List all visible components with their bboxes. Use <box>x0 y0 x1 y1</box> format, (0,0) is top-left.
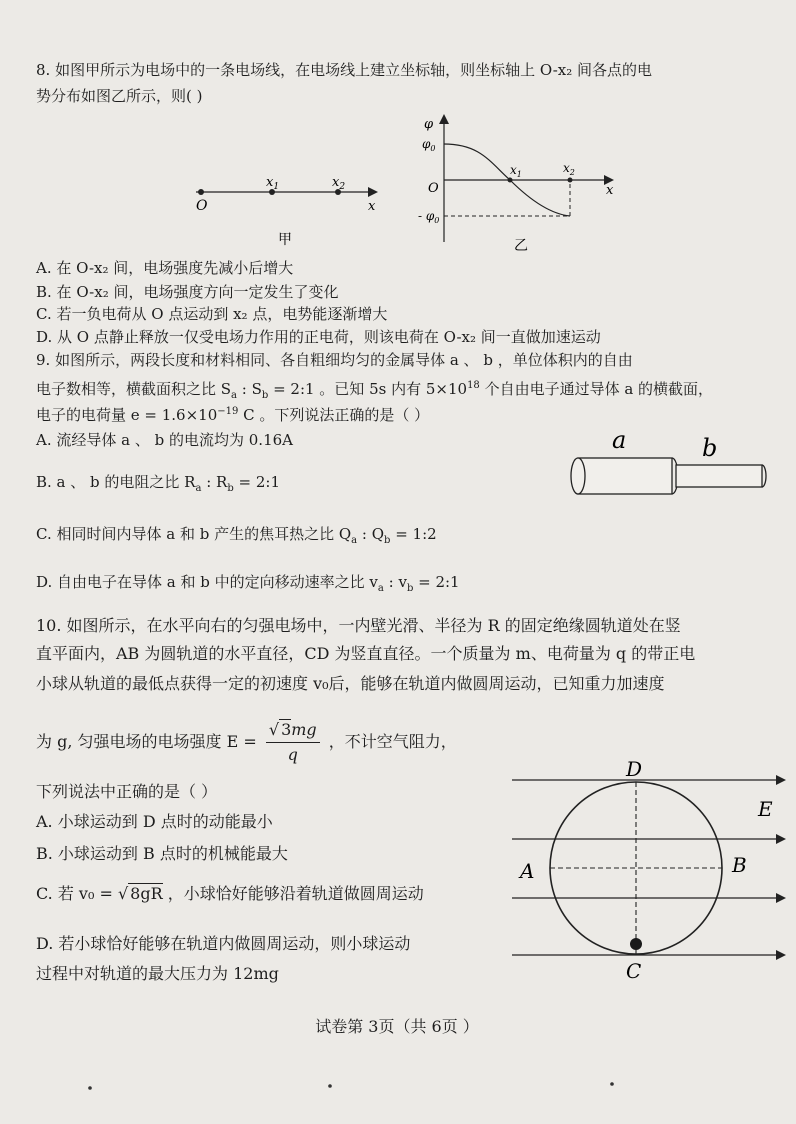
yi-label-phi0: φ <box>422 137 431 151</box>
q10-stem-line2: 直平面内，AB 为圆轨道的水平直径，CD 为竖直直径。一个质量为 m、电荷量为 q 的带正电 <box>36 644 696 663</box>
jia-caption: 甲 <box>278 232 292 248</box>
q9-option-d: D. 自由电子在导体 a 和 b 中的定向移动速率之比 $v_a$ : $v_b$ = 2:1 <box>36 573 460 594</box>
svg-text:- φ0 <box>418 209 439 225</box>
jia-label-x2: x <box>332 175 340 190</box>
yi-label-x2-sub: 2 <box>569 168 575 177</box>
svg-text:x2 <box>332 175 345 192</box>
yi-label-x1: x <box>510 163 517 177</box>
yi-label-neg-phi0-sub: 0 <box>434 216 440 225</box>
yi-label-phi: φ <box>424 117 434 132</box>
svg-text:x1 <box>266 175 279 192</box>
jia-label-O: O <box>196 198 208 214</box>
q8-stem-line1: 8. 如图甲所示为电场中的一条电场线，在电场线上建立坐标轴，则坐标轴上 O-x₂ 间各点的电 <box>36 61 653 79</box>
track-label-D: D <box>626 757 643 781</box>
q10-stem-line4: 为 g, 匀强电场的电场强度 E = $\frac{√ 3mg}{q}$ ，不计空气阻力， <box>36 718 457 767</box>
q8-option-a: A. 在 O-x₂ 间，电场强度先减小后增大 <box>36 259 294 277</box>
q9-option-c: C. 相同时间内导体 a 和 b 产生的焦耳热之比 $Q_a$ : $Q_b$ = 1:2 <box>36 525 437 546</box>
q10-option-c: C. 若 v₀ = √ 8gR ，小球恰好能够沿着轨道做圆周运动 <box>36 884 424 903</box>
q9-option-a: A. 流经导体 a 、 b 的电流均为 0.16A <box>36 431 293 449</box>
q8-option-b: B. 在 O-x₂ 间，电场强度方向一定发生了变化 <box>36 283 339 301</box>
yi-caption: 乙 <box>514 238 528 254</box>
svg-text:x1 <box>510 163 522 179</box>
q9-stem-line2: 电子数相等，横截面积之比 $S_a$ : $S_b$ = 2:1 。已知 5s 内有 $5\times 10^{18}$ 个自由电子通过导体 a 的横截面， <box>36 380 714 401</box>
svg-text:φ0 <box>422 137 436 153</box>
jia-label-x1-sub: 1 <box>273 182 280 192</box>
page-footer: 试卷第 3页（共 6页 ） <box>315 1017 479 1036</box>
q10-option-a: A. 小球运动到 D 点时的动能最小 <box>36 812 273 831</box>
q8-figure-jia <box>186 168 386 248</box>
track-label-A: A <box>520 859 535 883</box>
conductor-label-a: a <box>612 426 627 454</box>
jia-label-x1: x <box>266 175 274 190</box>
conductor-label-b: b <box>702 434 718 462</box>
yi-label-x2: x <box>563 161 570 175</box>
track-label-B: B <box>732 853 747 877</box>
yi-label-x: x <box>606 183 614 198</box>
q10-circular-track-figure <box>506 752 796 992</box>
q8-figure-yi <box>420 114 620 254</box>
q9-stem-line1: 9. 如图所示，两段长度和材料相同、各自粗细均匀的金属导体 a 、 b ，单位体积内的自由 <box>36 351 633 369</box>
yi-label-phi0-sub: 0 <box>430 144 436 153</box>
q8-stem-line2: 势分布如图乙所示，则( ) <box>36 87 203 105</box>
yi-label-neg-phi0: - φ <box>418 209 435 223</box>
field-label-E: E <box>758 797 773 821</box>
field-strength-fraction: $\frac{√ 3mg}{q}$ <box>266 718 320 767</box>
q8-option-d: D. 从 O 点静止释放一仅受电场力作用的正电荷，则该电荷在 O-x₂ 间一直做加速运动 <box>36 328 601 346</box>
q10-stem-line5: 下列说法中正确的是（ ） <box>36 782 218 801</box>
scan-specks <box>0 1070 794 1100</box>
q9-stem-line3: 电子的电荷量 $e = 1.6\times 10^{-19}$ C 。下列说法正确的是（ ） <box>36 406 430 424</box>
jia-label-x2-sub: 2 <box>339 182 346 192</box>
q10-option-d-line1: D. 若小球恰好能够在轨道内做圆周运动，则小球运动 <box>36 934 411 953</box>
yi-label-x1-sub: 1 <box>516 170 522 179</box>
q10-stem-line3: 小球从轨道的最低点获得一定的初速度 v₀后，能够在轨道内做圆周运动，已知重力加速度 <box>36 674 665 693</box>
q9-conductor-figure <box>560 426 770 510</box>
q10-stem-line1: 10. 如图所示，在水平向右的匀强电场中，一内壁光滑、半径为 R 的固定绝缘圆轨道处在竖 <box>36 616 681 635</box>
q10-option-b: B. 小球运动到 B 点时的机械能最大 <box>36 844 288 863</box>
q9-option-b: B. a 、 b 的电阻之比 $R_a$ : $R_b$ = 2:1 <box>36 473 280 494</box>
svg-text:x2 <box>563 161 575 177</box>
track-label-C: C <box>626 959 642 983</box>
q8-option-c: C. 若一负电荷从 O 点运动到 x₂ 点，电势能逐渐增大 <box>36 305 388 323</box>
jia-label-x: x <box>368 199 376 214</box>
q10-option-d-line2: 过程中对轨道的最大压力为 12mg <box>36 964 279 983</box>
yi-label-O: O <box>428 181 439 196</box>
